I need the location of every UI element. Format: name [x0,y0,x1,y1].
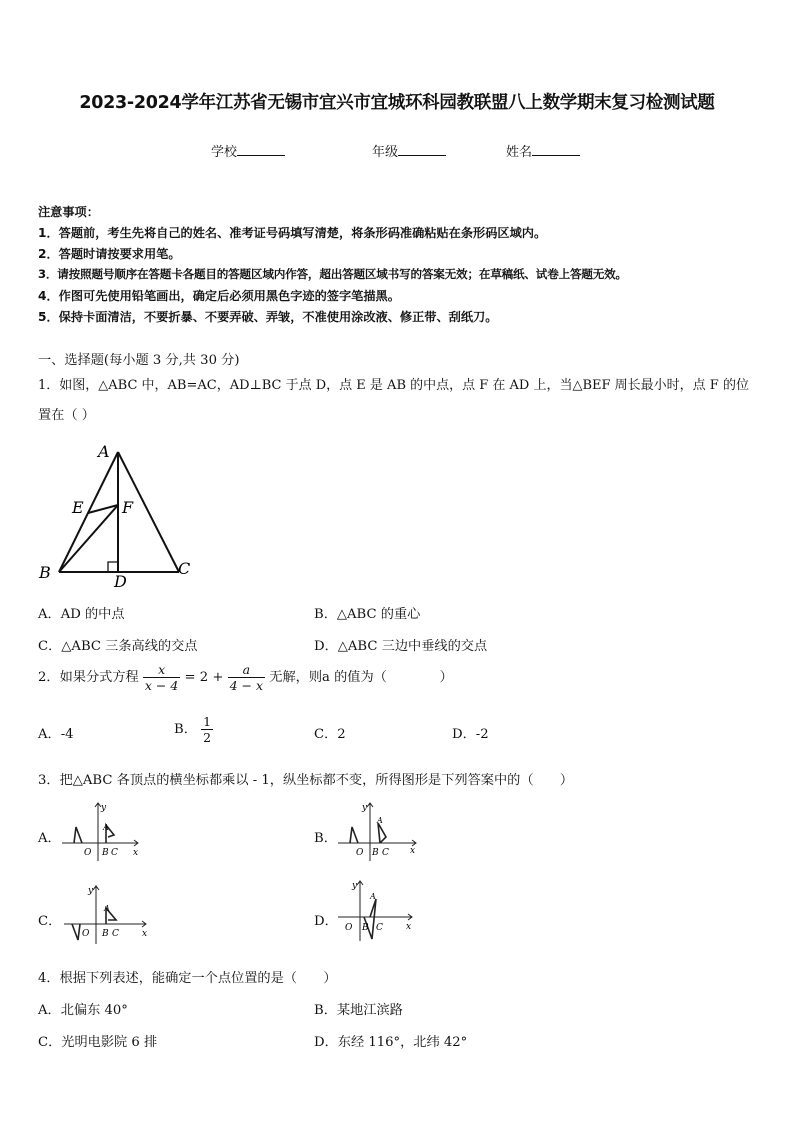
page-title: 2023-2024学年江苏省无锡市宜兴市宜城环科园教联盟八上数学期末复习检测试题 [79,93,715,113]
q3-option-b-graph[interactable] [334,797,420,865]
q1-triangle-figure [36,440,196,588]
q4-option-d[interactable]: D．东经 116°，北纬 42° [314,1035,468,1050]
q2-option-b-letter: B． [174,722,197,737]
q1-option-d[interactable]: D．△ABC 三边中垂线的交点 [314,639,488,654]
svg-text:B: B [102,929,109,939]
q2-middle: = 2 + [184,670,224,685]
q4-option-a[interactable]: A．北偏东 40° [38,1003,128,1018]
grade-blank[interactable] [398,143,446,156]
svg-text:B: B [372,848,379,858]
label-b: B [39,563,51,582]
q3-option-d-letter[interactable]: D． [314,914,338,929]
q2-option-b[interactable] [174,712,213,748]
svg-text:O: O [345,923,353,933]
grade-field[interactable] [372,141,446,160]
q2-option-c[interactable]: C．2 [314,727,346,742]
q3-option-a-letter[interactable]: A． [38,831,61,846]
q1-stem-line1: 1．如图，△ABC 中，AB=AC，AD⊥BC 于点 D，点 E 是 AB 的中点，点 F 在 AD 上，当△BEF 周长最小时，点 F 的位 [38,378,749,393]
q2-option-b-fraction [201,714,213,745]
school-blank[interactable] [237,143,285,156]
q2-frac1-num: x [158,662,166,677]
q4-option-c[interactable]: C．光明电影院 6 排 [38,1035,158,1050]
q3-option-c-graph[interactable] [60,880,150,948]
svg-text:O: O [356,848,364,858]
q1-option-a[interactable]: A．AD 的中点 [38,607,125,622]
svg-text:B: B [102,848,109,858]
q3-option-c-letter[interactable]: C． [38,914,62,929]
svg-text:y: y [352,881,358,891]
note-item: 1．答题前，考生先将自己的姓名、准考证号码填写清楚，将条形码准确粘贴在条形码区域内。 [38,226,547,240]
q3-stem: 3．把△ABC 各顶点的横坐标都乘以 - 1，纵坐标都不变，所得图形是下列答案中的（ ） [38,773,574,788]
name-label: 姓名 [506,145,533,160]
q2-option-b-den: 2 [203,730,212,745]
name-field[interactable] [506,141,580,160]
q2-option-a[interactable]: A．-4 [38,727,74,742]
svg-text:x: x [410,846,416,856]
svg-text:A: A [370,892,376,901]
q2-option-d[interactable]: D．-2 [452,727,489,742]
q2-stem [38,661,453,695]
q2-fraction-2 [228,662,265,693]
svg-text:x: x [133,848,139,858]
q3-option-d-graph[interactable] [336,875,416,951]
svg-text:A: A [104,904,110,913]
label-c: C [178,559,191,578]
q2-frac1-den: x − 4 [144,678,179,693]
svg-text:C: C [112,929,119,939]
q2-frac2-num: a [242,662,251,677]
note-item: 2．答题时请按要求用笔。 [38,247,181,261]
school-field[interactable] [211,141,285,160]
name-blank[interactable] [532,143,580,156]
right-angle-mark [108,562,118,572]
q1-option-c[interactable]: C．△ABC 三条高线的交点 [38,639,198,654]
svg-text:B: B [362,923,369,933]
note-item: 5．保持卡面清洁，不要折暴、不要弄破、弄皱，不准使用涂改液、修正带、刮纸刀。 [38,310,498,324]
q3-option-b-letter[interactable]: B． [314,831,337,846]
q4-stem: 4．根据下列表述，能确定一个点位置的是（ ） [38,971,337,986]
svg-text:C: C [382,848,389,858]
label-d: D [114,572,127,588]
svg-text:A: A [377,816,383,825]
q2-frac2-den: 4 − x [229,678,264,693]
svg-text:x: x [142,929,148,939]
q2-option-b-num: 1 [203,714,212,729]
notes-title: 注意事项： [38,205,99,219]
q1-stem-line2: 置在（ ） [38,408,95,423]
note-item: 4．作图可先使用铅笔画出，确定后必须用黑色字迹的签字笔描黑。 [38,289,400,303]
svg-text:O: O [84,848,92,858]
label-a: A [98,442,110,461]
q2-prefix: 2．如果分式方程 [38,670,139,685]
label-e: E [72,498,84,517]
section-title: 一、选择题(每小题 3 分,共 30 分) [38,353,240,368]
svg-text:y: y [101,803,107,813]
q2-suffix: 无解，则a 的值为（ ） [269,670,453,685]
grade-label: 年级 [372,145,399,160]
q1-option-b[interactable]: B．△ABC 的重心 [314,607,421,622]
label-f: F [122,498,134,517]
svg-text:C: C [111,848,118,858]
svg-text:y: y [362,803,368,813]
svg-text:C: C [376,923,383,933]
q3-option-a-graph[interactable] [58,797,142,865]
q4-option-b[interactable]: B．某地江滨路 [314,1003,403,1018]
q2-fraction-1 [143,662,180,693]
svg-text:O: O [82,929,90,939]
svg-text:A: A [103,823,109,832]
school-label: 学校 [211,145,238,160]
svg-text:x: x [406,922,412,932]
svg-text:y: y [88,886,94,896]
note-item: 3．请按照题号顺序在答题卡各题目的答题区域内作答，超出答题区域书写的答案无效；在草稿纸、试卷上答题无效。 [38,267,627,281]
